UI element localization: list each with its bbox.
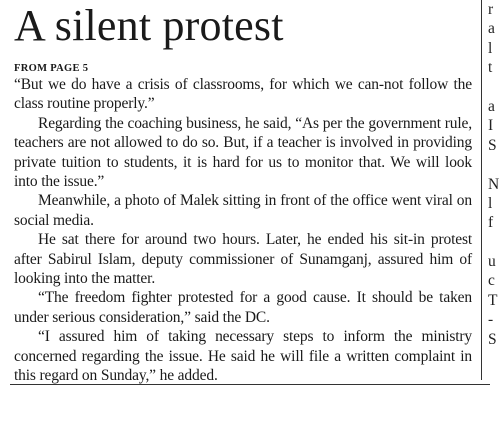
fragment-char: I	[488, 117, 494, 135]
article-column	[14, 0, 472, 386]
fragment-char: u	[488, 253, 496, 271]
fragment-char: r	[488, 1, 494, 18]
fragment-char: a	[488, 97, 495, 115]
fragment-char: l	[488, 39, 493, 57]
article-paragraph: Meanwhile, a photo of Malek sitting in front of the office went viral on social media.	[14, 192, 472, 229]
fragment-char: -	[488, 311, 494, 329]
fragment-char	[488, 233, 494, 252]
fragment-char: c	[488, 272, 495, 290]
adjacent-column-fragment	[488, 0, 499, 380]
article-paragraph: “I assured him of taking necessary steps to inform the ministry concerned regarding the issue. He said he will file a written complaint in this regard on Sunday,” he added.	[14, 328, 472, 385]
fragment-char: l	[488, 194, 493, 212]
article-paragraph: Regarding the coaching business, he said, “As per the government rule, teachers are not allowed to do so. But, if a teacher is involved in providing private tuition to students, it is hard for us to monitor that. We will look into the issue.”	[14, 114, 472, 191]
bottom-rule	[10, 384, 490, 385]
fragment-char: N	[488, 175, 499, 193]
fragment-char	[488, 155, 494, 174]
column-divider	[481, 0, 482, 380]
article-paragraph: “But we do have a crisis of classrooms, for which we can-not follow the class routine properly.”	[14, 76, 472, 113]
fragment-char: S	[488, 330, 497, 348]
article-headline: A silent protest	[14, 1, 284, 50]
fragment-char: S	[488, 136, 497, 154]
fragment-char: t	[488, 59, 493, 77]
fragment-char: T	[488, 291, 498, 309]
fragment-char: a	[488, 20, 495, 38]
article-paragraph: “The freedom fighter protested for a good cause. It should be taken under serious consideration,” said the DC.	[14, 289, 472, 326]
continued-from-label: FROM PAGE 5	[14, 63, 89, 74]
article-paragraph: He sat there for around two hours. Later, he ended his sit-in protest after Sabirul Islam, deputy commissioner of Sunamganj, assured him of looking into the matter.	[14, 231, 472, 288]
fragment-char	[488, 78, 494, 97]
fragment-char: f	[488, 214, 494, 232]
